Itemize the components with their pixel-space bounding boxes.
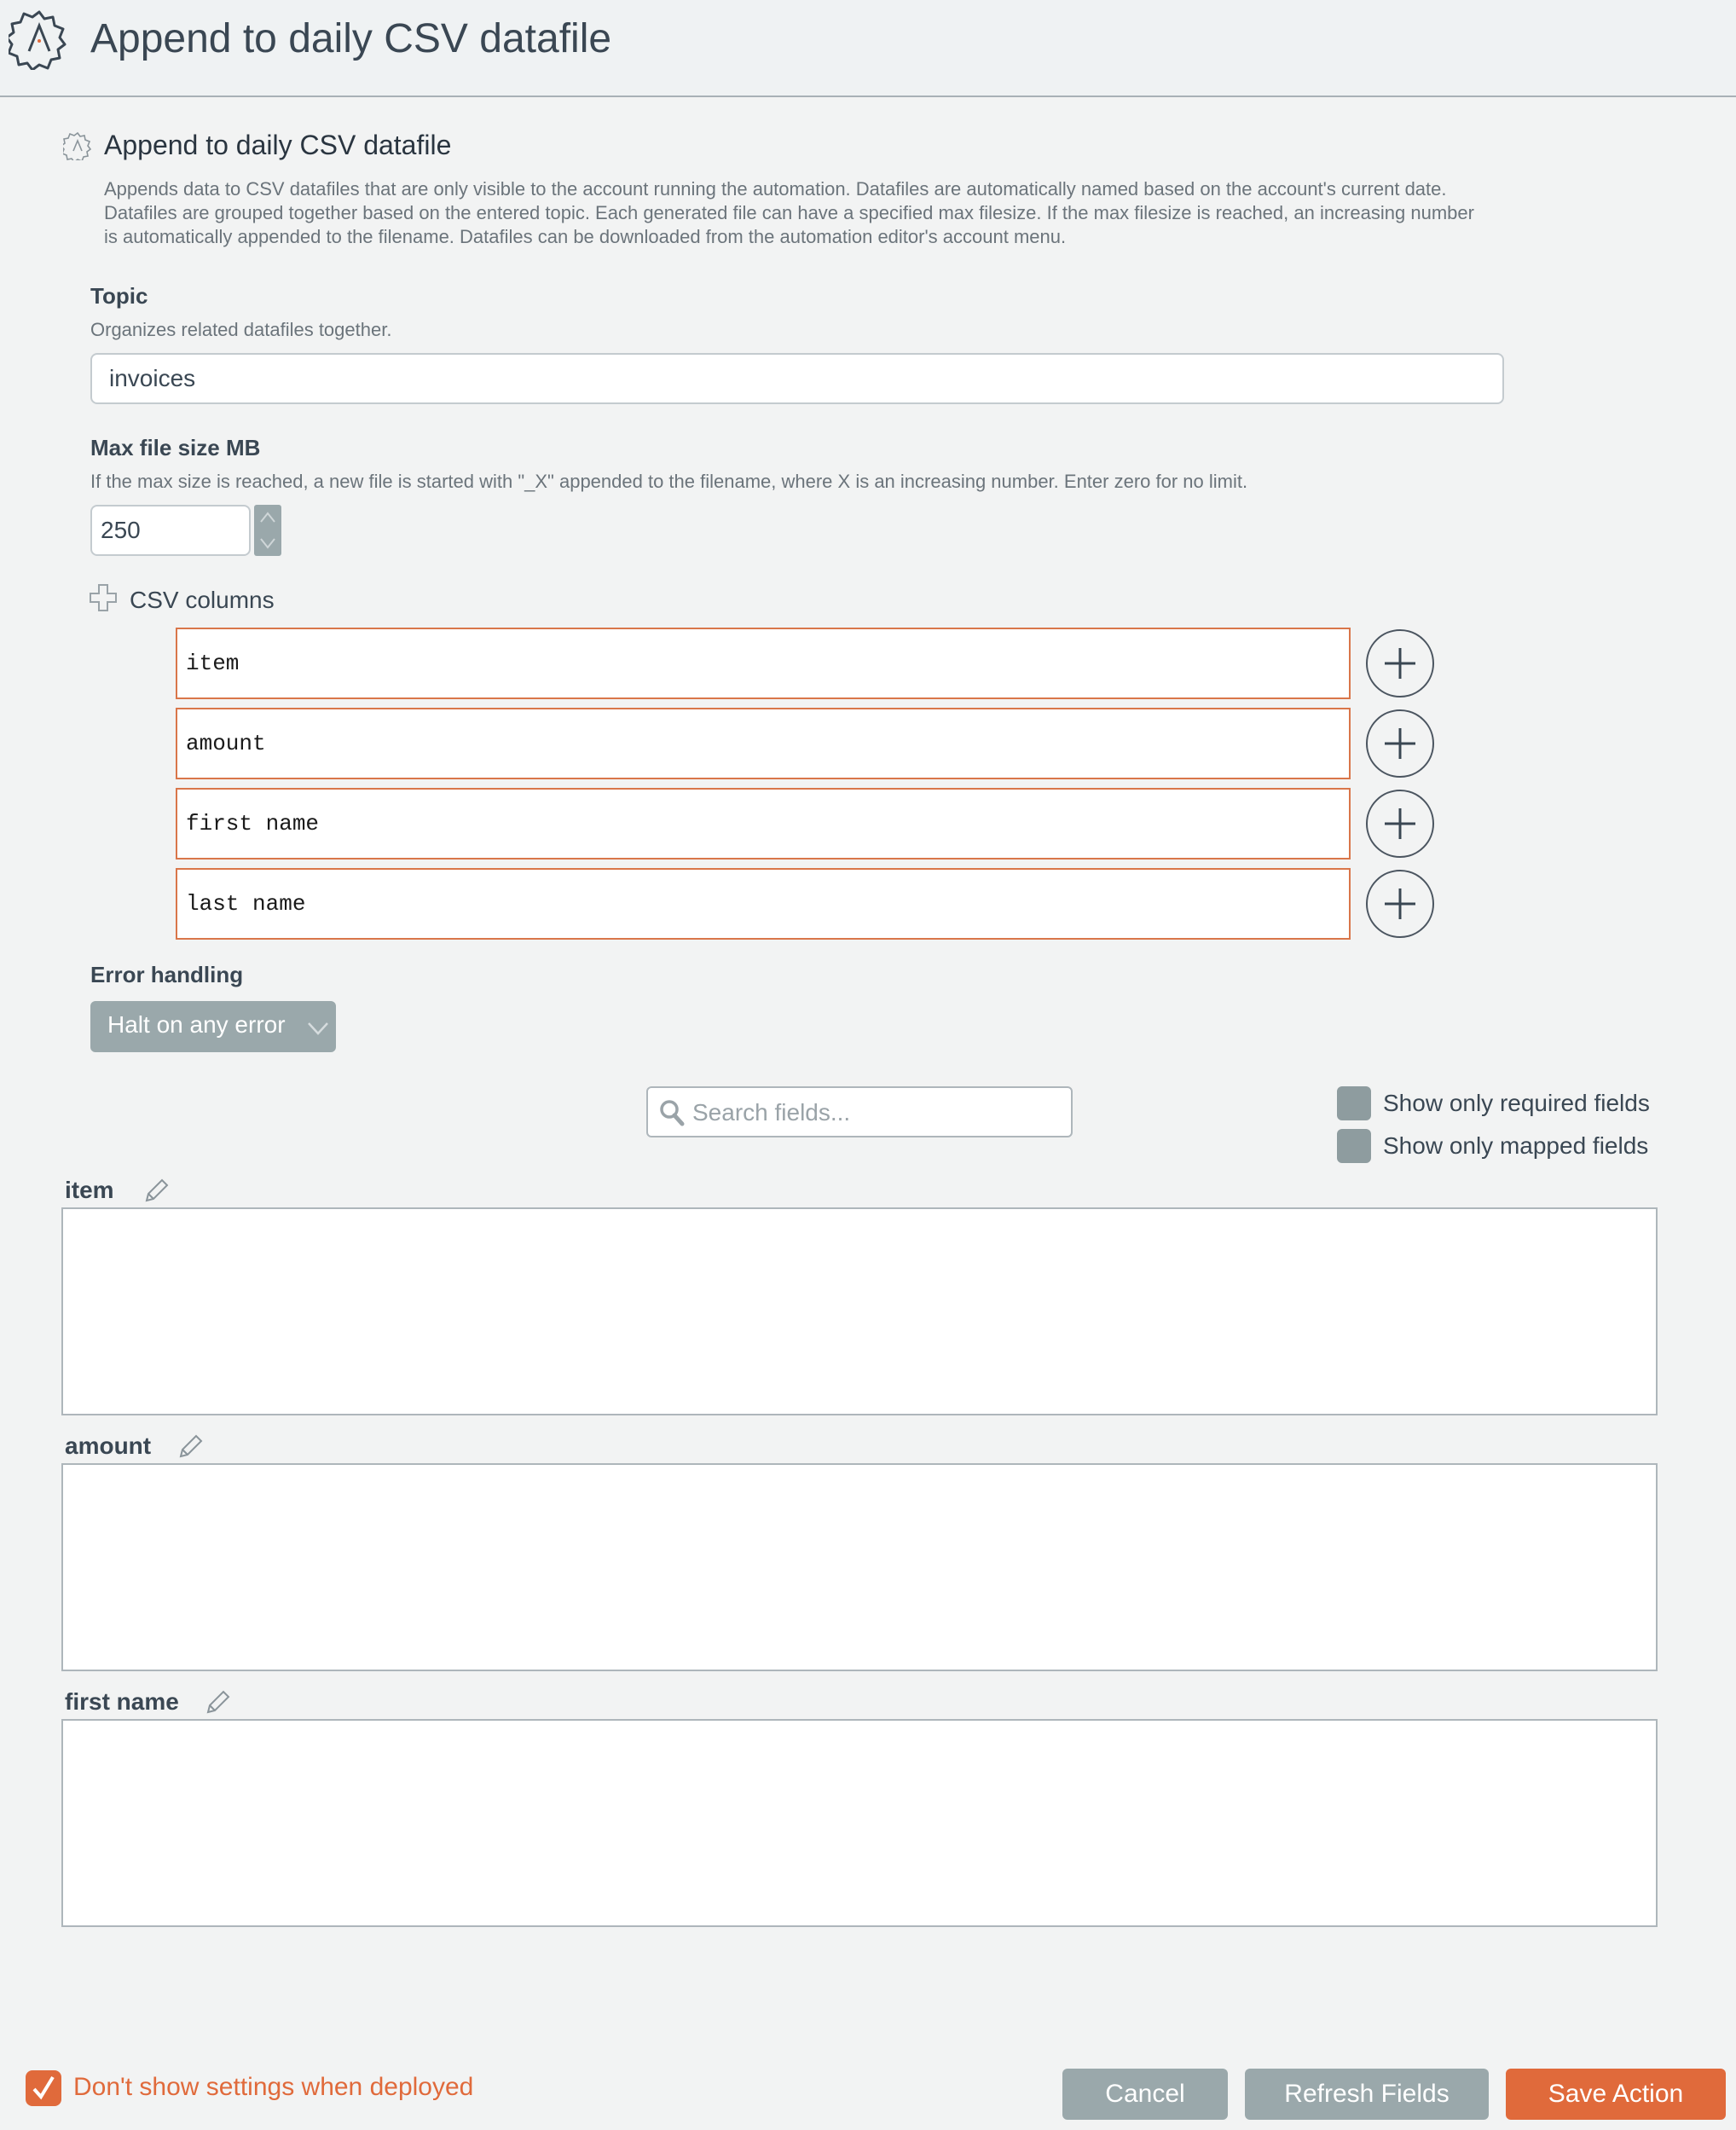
search-icon — [658, 1098, 686, 1127]
action-title: Append to daily CSV datafile — [104, 130, 452, 160]
max-size-help: If the max size is reached, a new file is started with "_X" appended to the filename, where X is an increasing number. Enter zero for no limit. — [90, 471, 1248, 492]
automation-gear-icon — [9, 9, 70, 70]
plus-outline-icon[interactable] — [89, 583, 118, 612]
csv-columns-label: CSV columns — [130, 587, 275, 613]
deploy-settings-label: Don't show settings when deployed — [73, 2073, 474, 2101]
chevron-down-icon — [305, 1015, 331, 1040]
search-box[interactable] — [646, 1086, 1073, 1137]
csv-column-input[interactable] — [176, 868, 1351, 940]
error-handling-label: Error handling — [90, 962, 244, 987]
required-fields-label: Show only required fields — [1383, 1090, 1650, 1116]
csv-column-input[interactable] — [176, 788, 1351, 860]
stepper-up-icon[interactable] — [254, 505, 281, 530]
action-gear-icon — [63, 131, 92, 160]
mapped-fields-checkbox[interactable] — [1337, 1129, 1371, 1163]
add-column-button[interactable] — [1366, 709, 1434, 778]
plus-icon — [1383, 887, 1417, 921]
max-size-stepper[interactable] — [254, 505, 281, 556]
save-action-button[interactable]: Save Action — [1506, 2069, 1726, 2120]
field-label: amount — [65, 1433, 152, 1459]
topic-label: Topic — [90, 283, 148, 309]
checkmark-icon — [26, 2070, 61, 2106]
error-handling-select[interactable] — [90, 1001, 336, 1052]
deploy-settings-checkbox[interactable] — [26, 2070, 61, 2106]
csv-column-input[interactable] — [176, 708, 1351, 779]
cancel-button[interactable]: Cancel — [1062, 2069, 1228, 2120]
field-label: item — [65, 1177, 114, 1203]
field-input-first-name[interactable] — [61, 1719, 1658, 1927]
field-input-amount[interactable] — [61, 1463, 1658, 1671]
pencil-icon[interactable] — [176, 1433, 205, 1461]
plus-icon — [1383, 807, 1417, 841]
plus-icon — [1383, 726, 1417, 761]
max-size-label: Max file size MB — [90, 435, 261, 460]
max-size-input[interactable] — [90, 505, 251, 556]
mapped-fields-label: Show only mapped fields — [1383, 1132, 1649, 1159]
topic-help: Organizes related datafiles together. — [90, 319, 392, 340]
search-input[interactable] — [691, 1093, 1061, 1132]
add-column-button[interactable] — [1366, 790, 1434, 858]
plus-icon — [1383, 646, 1417, 680]
required-fields-checkbox[interactable] — [1337, 1086, 1371, 1120]
pencil-icon[interactable] — [203, 1688, 232, 1717]
refresh-fields-button[interactable]: Refresh Fields — [1245, 2069, 1489, 2120]
add-column-button[interactable] — [1366, 629, 1434, 697]
topic-input[interactable] — [90, 353, 1504, 404]
csv-column-input[interactable] — [176, 628, 1351, 699]
pencil-icon[interactable] — [142, 1177, 171, 1206]
add-column-button[interactable] — [1366, 870, 1434, 938]
field-input-item[interactable] — [61, 1207, 1658, 1415]
field-label: first name — [65, 1688, 179, 1715]
action-description: Appends data to CSV datafiles that are only visible to the account running the automation. Datafiles are automatically named based on the account's current date. Datafiles are grouped together based on the entered topic. Each generated file can have a specified max filesize. If the max filesize is reached, an increasing number is automatically appended to the filename. Datafiles can be downloaded from the automation editor's account menu. — [104, 178, 1474, 247]
stepper-down-icon[interactable] — [254, 530, 281, 556]
error-handling-value: Halt on any error — [107, 1011, 286, 1038]
page-title: Append to daily CSV datafile — [90, 16, 612, 61]
